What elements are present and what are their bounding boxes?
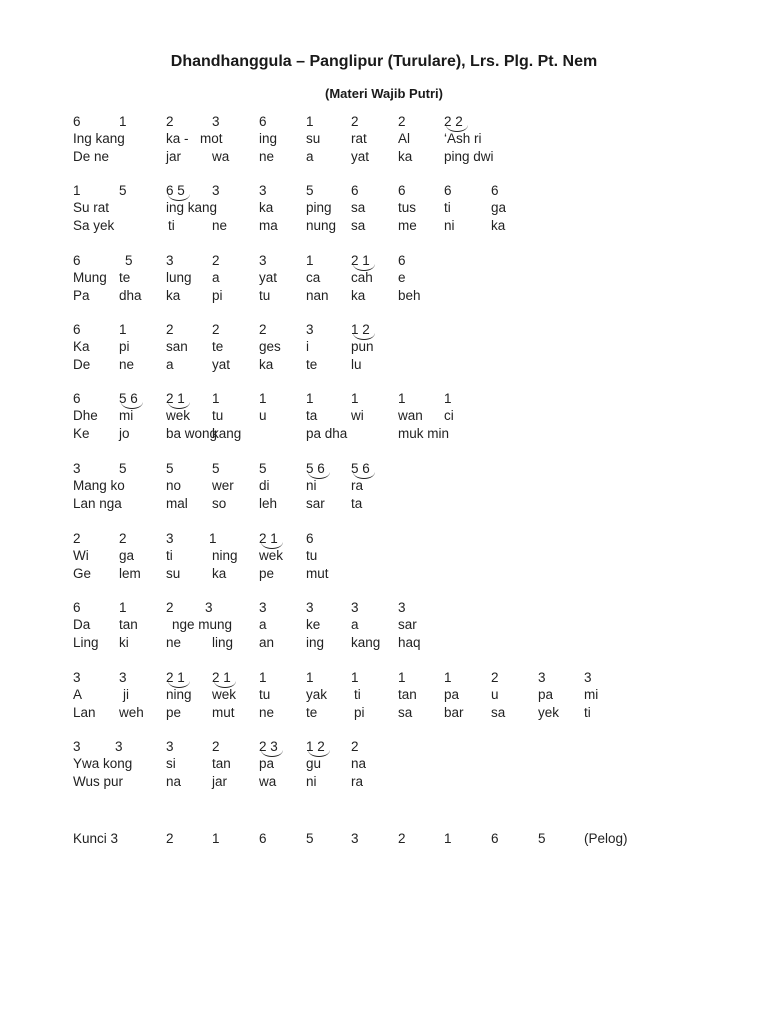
lyric-syllable: ci (444, 408, 454, 423)
note-cell: 6 (73, 253, 81, 268)
kunci-note: 6 (259, 831, 267, 846)
lyric-syllable: wek (166, 408, 191, 423)
lyric-syllable: wa (259, 774, 277, 789)
lyric-syllable: Ling (73, 635, 99, 650)
note-cell: 5 (119, 183, 127, 198)
note-cell: 2 1 (212, 670, 231, 685)
lyric-syllable: Ge (73, 566, 92, 581)
lyric-syllable: wek (259, 548, 284, 563)
note-cell: 2 (119, 531, 127, 546)
lyric-syllable: ca (306, 270, 321, 285)
stanza (0, 599, 768, 651)
lyric-syllable: muk min (398, 426, 450, 441)
lyric-syllable: ni (444, 218, 455, 233)
lyric-syllable: u (259, 408, 267, 423)
lyric-syllable: a (212, 270, 220, 285)
kunci-note: 2 (398, 831, 406, 846)
lyric-syllable: Dhe (73, 408, 98, 423)
lyric-syllable: nan (306, 288, 329, 303)
lyric-syllable: tus (398, 200, 417, 215)
lyric-syllable: cah (351, 270, 373, 285)
note-cell: 5 (212, 461, 220, 476)
note-cell: 1 (119, 600, 127, 615)
note-cell: 2 1 (259, 531, 278, 546)
lyric-syllable: tan (212, 756, 231, 771)
lyric-syllable: wan (398, 408, 423, 423)
lyric-syllable: si (166, 756, 176, 771)
lyric-syllable: yak (306, 687, 328, 702)
lyric-syllable: Sa yek (73, 218, 115, 233)
note-cell: 5 6 (306, 461, 325, 476)
lyric-syllable: so (212, 496, 227, 511)
lyric-syllable: ki (119, 635, 129, 650)
page-title: Dhandhanggula – Panglipur (Turulare), Lrs. Plg. Pt. Nem (170, 53, 598, 70)
notes-row (0, 252, 768, 269)
lyric-syllable: lem (119, 566, 141, 581)
note-cell: 3 (212, 183, 220, 198)
lyric-syllable: ka (259, 200, 274, 215)
lyric-syllable: su (166, 566, 181, 581)
lyric-syllable: mut (212, 705, 235, 720)
lyric-syllable: pa (259, 756, 275, 771)
note-cell: 6 (398, 253, 406, 268)
note-cell: 1 (306, 670, 314, 685)
stanza (0, 530, 768, 582)
notes-row (0, 669, 768, 686)
lyric-syllable: tu (306, 548, 318, 563)
lyric-syllable: A (73, 687, 83, 702)
lyric-syllable: no (166, 478, 182, 493)
lyrics-row-1 (0, 130, 768, 147)
lyric-syllable: pi (119, 339, 130, 354)
lyric-syllable: Ywa kong (73, 756, 133, 771)
lyric-syllable: wa (212, 149, 230, 164)
lyric-syllable: a (306, 149, 314, 164)
kunci-row (0, 830, 768, 847)
lyric-syllable: sa (351, 200, 366, 215)
lyric-syllable: ti (354, 687, 361, 702)
note-cell: 2 3 (259, 739, 278, 754)
lyric-syllable: sar (398, 617, 417, 632)
note-cell: 3 (212, 114, 220, 129)
note-cell: 1 (444, 670, 452, 685)
note-cell: 2 (166, 114, 174, 129)
note-cell: 1 (306, 391, 314, 406)
note-cell: 1 (306, 253, 314, 268)
lyrics-row-1 (0, 477, 768, 494)
notes-row (0, 599, 768, 616)
note-cell: 2 1 (166, 670, 185, 685)
lyric-syllable: ne (212, 218, 228, 233)
lyrics-row-2 (0, 425, 768, 442)
page-subtitle: (Materi Wajib Putri) (325, 86, 443, 101)
note-cell: 6 (73, 322, 81, 337)
lyric-syllable: nung (306, 218, 337, 233)
lyric-syllable: ne (166, 635, 182, 650)
note-cell: 3 (73, 739, 81, 754)
note-cell: 3 (351, 600, 359, 615)
note-cell: 5 (119, 461, 127, 476)
lyric-syllable: pun (351, 339, 374, 354)
lyric-syllable: yek (538, 705, 560, 720)
lyric-syllable: nge mung (172, 617, 233, 632)
notes-row (0, 390, 768, 407)
lyric-syllable: jo (119, 426, 130, 441)
stanza (0, 182, 768, 234)
lyric-syllable: ne (259, 705, 275, 720)
note-cell: 3 (205, 600, 213, 615)
note-cell: 6 5 (166, 183, 185, 198)
lyrics-row-2 (0, 148, 768, 165)
lyric-syllable: u (491, 687, 499, 702)
lyric-syllable: ka (351, 288, 366, 303)
stanza (0, 669, 768, 721)
stanza (0, 321, 768, 373)
lyric-syllable: weh (119, 705, 144, 720)
note-cell: 1 (119, 114, 127, 129)
lyric-syllable: pe (166, 705, 182, 720)
lyrics-row-1 (0, 616, 768, 633)
lyric-syllable: te (306, 705, 318, 720)
note-cell: 2 1 (351, 253, 370, 268)
note-cell: 3 (115, 739, 123, 754)
lyric-syllable: yat (212, 357, 231, 372)
lyric-syllable: ra (351, 774, 364, 789)
lyrics-row-1 (0, 755, 768, 772)
note-cell: 1 (259, 670, 267, 685)
kunci-mode: (Pelog) (584, 831, 628, 846)
lyric-syllable: beh (398, 288, 421, 303)
lyric-syllable: ka (212, 566, 227, 581)
note-cell: 5 6 (119, 391, 138, 406)
lyric-syllable: bar (444, 705, 464, 720)
lyric-syllable: Pa (73, 288, 90, 303)
lyrics-row-2 (0, 287, 768, 304)
note-cell: 6 (398, 183, 406, 198)
notes-row (0, 460, 768, 477)
lyric-syllable: ni (306, 774, 317, 789)
lyric-syllable: ka (259, 357, 274, 372)
note-cell: 5 (125, 253, 133, 268)
lyric-syllable: an (259, 635, 275, 650)
note-cell: 3 (166, 531, 174, 546)
lyric-syllable: ra (351, 478, 364, 493)
notes-row (0, 113, 768, 130)
lyric-syllable: ta (351, 496, 363, 511)
lyric-syllable: tu (259, 687, 271, 702)
note-cell: 1 (259, 391, 267, 406)
note-cell: 1 (73, 183, 81, 198)
lyric-syllable: a (166, 357, 174, 372)
lyric-syllable: ka (491, 218, 506, 233)
note-cell: 1 (306, 114, 314, 129)
lyrics-row-1 (0, 199, 768, 216)
kunci-label: Kunci 3 (73, 831, 119, 846)
note-cell: 6 (444, 183, 452, 198)
lyric-syllable: a (259, 617, 267, 632)
lyric-syllable: Ke (73, 426, 90, 441)
lyric-syllable: ne (259, 149, 275, 164)
lyric-syllable: me (398, 218, 417, 233)
lyric-syllable: ji (123, 687, 129, 702)
stanza (0, 390, 768, 442)
lyric-syllable: sar (306, 496, 325, 511)
note-cell: 5 6 (351, 461, 370, 476)
lyric-syllable: na (166, 774, 182, 789)
note-cell: 3 (166, 739, 174, 754)
lyric-syllable: sa (398, 705, 413, 720)
lyric-syllable: ti (584, 705, 591, 720)
kunci-note: 1 (444, 831, 452, 846)
notes-row (0, 530, 768, 547)
note-cell: 2 1 (166, 391, 185, 406)
note-cell: 6 (259, 114, 267, 129)
lyric-syllable: Ing kang (73, 131, 125, 146)
lyric-syllable: ing (259, 131, 278, 146)
lyrics-row-1 (0, 407, 768, 424)
lyric-syllable: Al (398, 131, 411, 146)
lyrics-row-1 (0, 338, 768, 355)
note-cell: 3 (584, 670, 592, 685)
lyric-syllable: su (306, 131, 321, 146)
note-cell: 6 (491, 183, 499, 198)
lyric-syllable: ping (306, 200, 332, 215)
lyric-syllable: kang (212, 426, 242, 441)
note-cell: 3 (119, 670, 127, 685)
note-cell: 3 (398, 600, 406, 615)
lyrics-row-2 (0, 634, 768, 651)
lyric-syllable: Mang ko (73, 478, 125, 493)
note-cell: 2 (166, 322, 174, 337)
note-cell: 3 (259, 600, 267, 615)
lyric-syllable: De ne (73, 149, 110, 164)
stanza (0, 738, 768, 790)
lyrics-row-1 (0, 547, 768, 564)
note-cell: 6 (306, 531, 314, 546)
lyric-syllable: mal (166, 496, 188, 511)
note-cell: 1 (351, 670, 359, 685)
note-cell: 1 2 (351, 322, 370, 337)
note-cell: 1 (398, 391, 406, 406)
lyric-syllable: te (306, 357, 318, 372)
lyric-syllable: i (306, 339, 309, 354)
lyric-syllable: te (212, 339, 224, 354)
lyric-syllable: mut (306, 566, 329, 581)
lyric-syllable: jar (212, 774, 228, 789)
lyric-syllable: ka - (166, 131, 189, 146)
lyric-syllable: ka (166, 288, 181, 303)
lyric-syllable: wer (212, 478, 234, 493)
note-cell: 1 (209, 531, 217, 546)
lyric-syllable: lung (166, 270, 192, 285)
stanza (0, 460, 768, 512)
lyric-syllable: ke (306, 617, 321, 632)
note-cell: 3 (259, 183, 267, 198)
lyric-syllable: Da (73, 617, 91, 632)
note-cell: 1 (212, 391, 220, 406)
note-cell: 1 (119, 322, 127, 337)
lyric-syllable: ma (259, 218, 278, 233)
lyric-syllable: tu (259, 288, 271, 303)
lyric-syllable: Lan (73, 705, 96, 720)
lyric-syllable: pe (259, 566, 275, 581)
kunci-note: 5 (538, 831, 546, 846)
lyric-syllable: ka (398, 149, 413, 164)
note-cell: 3 (73, 670, 81, 685)
note-cell: 2 (166, 600, 174, 615)
lyric-syllable: ba wong (166, 426, 218, 441)
note-cell: 3 (306, 600, 314, 615)
lyric-syllable: san (166, 339, 188, 354)
lyric-syllable: Su rat (73, 200, 110, 215)
note-cell: 1 (398, 670, 406, 685)
lyric-syllable: a (351, 617, 359, 632)
lyric-syllable: pa dha (306, 426, 348, 441)
lyric-syllable: lu (351, 357, 362, 372)
lyric-syllable: De (73, 357, 91, 372)
lyric-syllable: wek (212, 687, 237, 702)
kunci-note: 6 (491, 831, 499, 846)
lyrics-row-1 (0, 269, 768, 286)
note-cell: 2 (491, 670, 499, 685)
note-cell: 1 (444, 391, 452, 406)
note-cell: 2 (351, 739, 359, 754)
lyric-syllable: ping dwi (444, 149, 494, 164)
note-cell: 1 (351, 391, 359, 406)
note-cell: 3 (306, 322, 314, 337)
note-cell: 5 (259, 461, 267, 476)
lyric-syllable: ti (166, 548, 173, 563)
note-cell: 6 (73, 600, 81, 615)
lyric-syllable: e (398, 270, 406, 285)
lyrics-row-1 (0, 686, 768, 703)
lyric-syllable: ning (212, 548, 238, 563)
lyric-syllable: rat (351, 131, 367, 146)
note-cell: 6 (351, 183, 359, 198)
lyric-syllable: sa (491, 705, 506, 720)
lyric-syllable: mi (119, 408, 134, 423)
lyric-syllable: leh (259, 496, 278, 511)
lyric-syllable: ga (491, 200, 507, 215)
note-cell: 2 (212, 253, 220, 268)
lyric-syllable: ti (168, 218, 175, 233)
note-cell: 5 (306, 183, 314, 198)
note-cell: 2 (351, 114, 359, 129)
lyric-syllable: ing (306, 635, 325, 650)
lyric-syllable: te (119, 270, 131, 285)
kunci-note: 5 (306, 831, 314, 846)
note-cell: 3 (259, 253, 267, 268)
lyric-syllable: ling (212, 635, 234, 650)
lyric-syllable: ni (306, 478, 317, 493)
lyric-syllable: mi (584, 687, 599, 702)
notes-row (0, 321, 768, 338)
lyric-syllable: di (259, 478, 270, 493)
note-cell: 6 (73, 114, 81, 129)
lyric-syllable: kang (351, 635, 381, 650)
lyric-syllable: ti (444, 200, 451, 215)
lyrics-row-2 (0, 704, 768, 721)
lyrics-row-2 (0, 773, 768, 790)
lyric-syllable: Lan nga (73, 496, 122, 511)
lyric-syllable: sa (351, 218, 366, 233)
lyric-syllable: tan (119, 617, 138, 632)
kunci-note: 3 (351, 831, 359, 846)
lyric-syllable: haq (398, 635, 421, 650)
kunci-note: 2 (166, 831, 174, 846)
lyric-syllable: gu (306, 756, 322, 771)
lyric-syllable: yat (351, 149, 370, 164)
lyric-syllable: tan (398, 687, 417, 702)
lyric-syllable: yat (259, 270, 278, 285)
lyric-syllable: ta (306, 408, 318, 423)
lyric-syllable: pi (212, 288, 223, 303)
note-cell: 2 (398, 114, 406, 129)
lyric-syllable: ing kang (166, 200, 218, 215)
lyric-syllable: tu (212, 408, 224, 423)
note-cell: 2 2 (444, 114, 463, 129)
lyric-syllable: ges (259, 339, 281, 354)
note-cell: 6 (73, 391, 81, 406)
lyrics-row-2 (0, 565, 768, 582)
note-cell: 2 (212, 322, 220, 337)
lyric-syllable: jar (166, 149, 182, 164)
lyrics-row-2 (0, 356, 768, 373)
lyric-syllable: pa (538, 687, 554, 702)
lyric-syllable: mot (200, 131, 223, 146)
lyric-syllable: dha (119, 288, 142, 303)
lyric-syllable: ne (119, 357, 135, 372)
kunci-note: 1 (212, 831, 220, 846)
lyric-syllable: ‘Ash ri (444, 131, 482, 146)
stanza (0, 252, 768, 304)
note-cell: 2 (212, 739, 220, 754)
lyric-syllable: na (351, 756, 367, 771)
lyric-syllable: Wus pur (73, 774, 124, 789)
lyrics-row-2 (0, 217, 768, 234)
notes-row (0, 182, 768, 199)
lyrics-row-2 (0, 495, 768, 512)
lyric-syllable: Wi (73, 548, 89, 563)
note-cell: 3 (73, 461, 81, 476)
lyric-syllable: ning (166, 687, 192, 702)
note-cell: 2 (73, 531, 81, 546)
note-cell: 3 (166, 253, 174, 268)
note-cell: 5 (166, 461, 174, 476)
stanza (0, 113, 768, 165)
lyric-syllable: Ka (73, 339, 90, 354)
lyric-syllable: Mung (73, 270, 107, 285)
note-cell: 1 2 (306, 739, 325, 754)
notes-row (0, 738, 768, 755)
lyric-syllable: ga (119, 548, 135, 563)
lyric-syllable: pi (354, 705, 365, 720)
note-cell: 2 (259, 322, 267, 337)
note-cell: 3 (538, 670, 546, 685)
lyric-syllable: wi (351, 408, 364, 423)
lyric-syllable: pa (444, 687, 460, 702)
